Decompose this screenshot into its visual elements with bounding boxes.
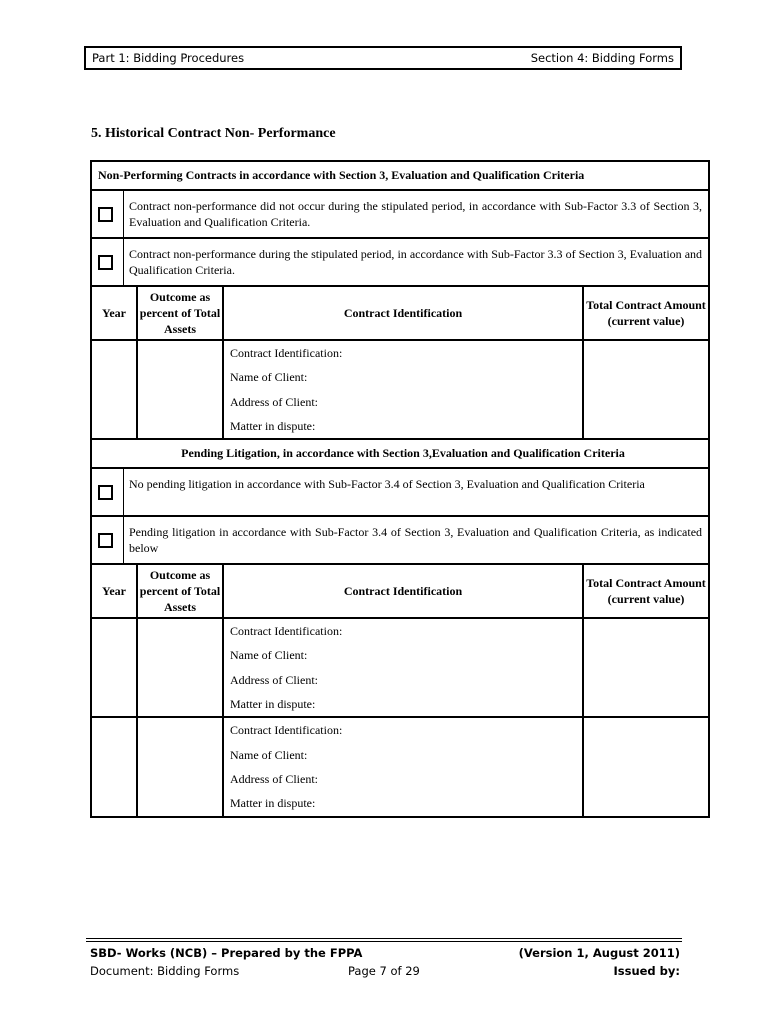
option-text: Contract non-performance did not occur during the stipulated period, in accordance with Sub-Factor 3.3 of Section 3, Evaluation and Qualification Criteria. (123, 191, 708, 237)
year-cell[interactable] (91, 340, 137, 439)
ident-cell[interactable] (223, 340, 583, 439)
col-ident: Contract Identification (223, 564, 583, 618)
footer-document: Document: Bidding Forms (90, 964, 240, 978)
ident-field: Name of Client: (230, 648, 308, 663)
amount-cell[interactable] (583, 618, 709, 717)
checkbox-pending-litigation[interactable] (98, 533, 113, 548)
section2-heading: Pending Litigation, in accordance with Section 3,Evaluation and Qualification Criteria (91, 439, 709, 468)
footer-issued-by: Issued by: (613, 964, 680, 978)
year-cell[interactable] (91, 717, 137, 816)
ident-field: Contract Identification: (230, 723, 343, 738)
col-outcome: Outcome as percent of Total Assets (137, 564, 223, 618)
footer-doc-source: SBD- Works (NCB) – Prepared by the FPPA (90, 946, 363, 960)
col-year: Year (91, 286, 137, 340)
section-title: 5. Historical Contract Non- Performance (91, 126, 336, 141)
ident-field: Matter in dispute: (230, 418, 316, 433)
checkbox-no-litigation[interactable] (98, 485, 113, 500)
ident-field: Contract Identification: (230, 624, 343, 639)
footer-rule (86, 938, 682, 939)
ident-field: Contract Identification: (230, 346, 343, 360)
performance-table (90, 160, 710, 818)
col-ident: Contract Identification (223, 286, 583, 340)
outcome-cell[interactable] (137, 717, 223, 816)
year-cell[interactable] (91, 618, 137, 717)
option-text: Pending litigation in accordance with Sub-Factor 3.4 of Section 3, Evaluation and Qualification Criteria, as indicated below (123, 517, 708, 563)
ident-field: Matter in dispute: (230, 697, 316, 712)
ident-field: Name of Client: (230, 370, 308, 385)
col-amount: Total Contract Amount (current value) (583, 286, 709, 340)
col-outcome: Outcome as percent of Total Assets (137, 286, 223, 340)
ident-field: Address of Client: (230, 672, 318, 687)
col-year: Year (91, 564, 137, 618)
ident-field: Address of Client: (230, 394, 318, 409)
header-left: Part 1: Bidding Procedures (92, 51, 245, 65)
footer-page-number: Page 7 of 29 (348, 964, 420, 978)
outcome-cell[interactable] (137, 618, 223, 717)
ident-cell[interactable] (223, 618, 583, 717)
checkbox-nonperformance[interactable] (98, 255, 113, 270)
col-amount: Total Contract Amount (current value) (583, 564, 709, 618)
page-footer (90, 944, 680, 980)
amount-cell[interactable] (583, 340, 709, 439)
ident-cell[interactable] (223, 717, 583, 816)
ident-field: Matter in dispute: (230, 796, 316, 811)
footer-rule (86, 941, 682, 942)
header-right: Section 4: Bidding Forms (530, 51, 674, 65)
option-text: No pending litigation in accordance with Sub-Factor 3.4 of Section 3, Evaluation and Qualification Criteria (123, 469, 708, 515)
ident-field: Name of Client: (230, 747, 308, 762)
outcome-cell[interactable] (137, 340, 223, 439)
section1-heading: Non-Performing Contracts in accordance with Section 3, Evaluation and Qualification Criteria (91, 161, 709, 190)
footer-version: (Version 1, August 2011) (518, 946, 680, 960)
ident-field: Address of Client: (230, 771, 318, 786)
amount-cell[interactable] (583, 717, 709, 816)
option-text: Contract non-performance during the stipulated period, in accordance with Sub-Factor 3.3 of Section 3, Evaluation and Qualification Criteria. (123, 239, 708, 285)
checkbox-no-nonperformance[interactable] (98, 207, 113, 222)
page-header (84, 46, 682, 70)
